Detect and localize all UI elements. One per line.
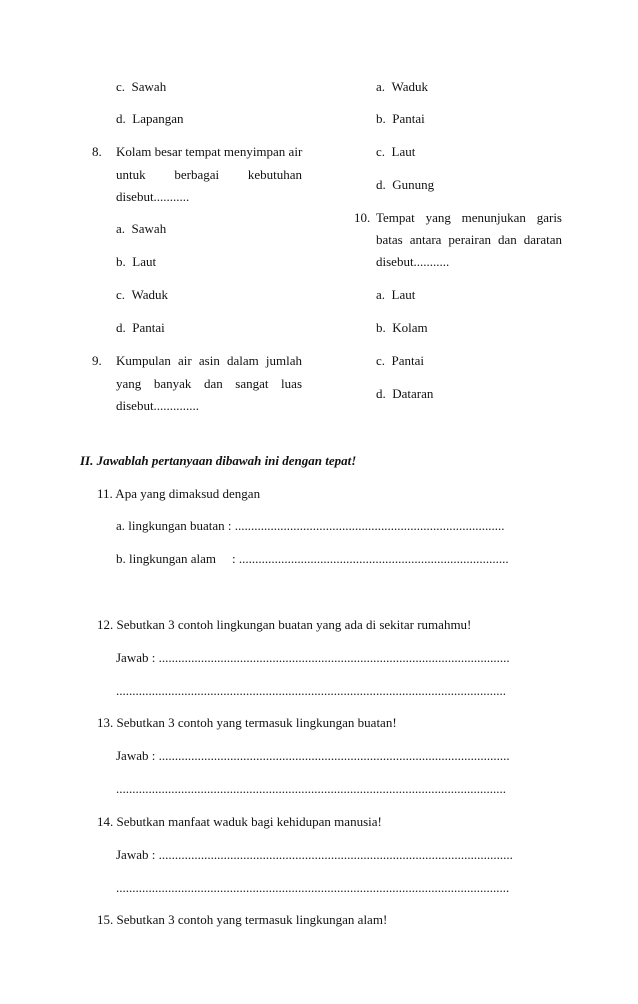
- q13-answer-line-1: Jawab : ............................................................................................................: [116, 748, 510, 763]
- q9-line-1: Kumpulan air asin dalam jumlah: [116, 353, 302, 368]
- q11-answer-a: a. lingkungan buatan : ...................................................................................: [116, 518, 505, 533]
- q10-option-b: b. Kolam: [376, 320, 428, 335]
- q15-text: 15. Sebutkan 3 contoh yang termasuk lingkungan alam!: [97, 912, 388, 927]
- q12-text: 12. Sebutkan 3 contoh lingkungan buatan yang ada di sekitar rumahmu!: [97, 617, 472, 632]
- q10-line-1: Tempat yang menunjukan garis: [376, 210, 562, 225]
- q7-option-c: c. Sawah: [116, 79, 167, 94]
- q9-number: 9.: [92, 353, 102, 368]
- q9-option-b: b. Pantai: [376, 111, 425, 126]
- q9-line-2: yang banyak dan sangat luas: [116, 376, 302, 391]
- q8-line-1: Kolam besar tempat menyimpan air: [116, 144, 303, 159]
- q10-option-a: a. Laut: [376, 287, 416, 302]
- q14-answer-line-1: Jawab : .............................................................................................................: [116, 847, 513, 862]
- q14-text: 14. Sebutkan manfaat waduk bagi kehidupan manusia!: [97, 814, 382, 829]
- q13-answer-line-2: ........................................................................................................................: [116, 781, 506, 796]
- q10-line-2: batas antara perairan dan daratan: [376, 232, 562, 247]
- q9-option-d: d. Gunung: [376, 177, 435, 192]
- q12-answer-line-1: Jawab : ............................................................................................................: [116, 650, 510, 665]
- q7-option-d: d. Lapangan: [116, 111, 184, 126]
- q9-line-3: disebut..............: [116, 398, 200, 413]
- section-2-heading: II. Jawablah pertanyaan dibawah ini dengan tepat!: [80, 453, 357, 468]
- q14-answer-line-2: .........................................................................................................................: [116, 880, 510, 895]
- q8-number: 8.: [92, 144, 102, 159]
- q10-option-d: d. Dataran: [376, 386, 434, 401]
- q11-answer-b-line: : ...................................................................................: [232, 551, 509, 566]
- q8-option-b: b. Laut: [116, 254, 157, 269]
- q11-answer-b-label: b. lingkungan alam: [116, 551, 217, 566]
- q12-answer-line-2: ........................................................................................................................: [116, 683, 506, 698]
- q10-option-c: c. Pantai: [376, 353, 425, 368]
- q9-option-c: c. Laut: [376, 144, 416, 159]
- q8-option-d: d. Pantai: [116, 320, 165, 335]
- q11-text: 11. Apa yang dimaksud dengan: [97, 486, 261, 501]
- q8-option-c: c. Waduk: [116, 287, 169, 302]
- q8-line-2: untuk berbagai kebutuhan: [116, 167, 302, 182]
- q8-option-a: a. Sawah: [116, 221, 167, 236]
- q10-line-3: disebut...........: [376, 254, 450, 269]
- q13-text: 13. Sebutkan 3 contoh yang termasuk lingkungan buatan!: [97, 715, 397, 730]
- q8-line-3: disebut...........: [116, 189, 190, 204]
- q10-number: 10.: [354, 210, 371, 225]
- q9-option-a: a. Waduk: [376, 79, 429, 94]
